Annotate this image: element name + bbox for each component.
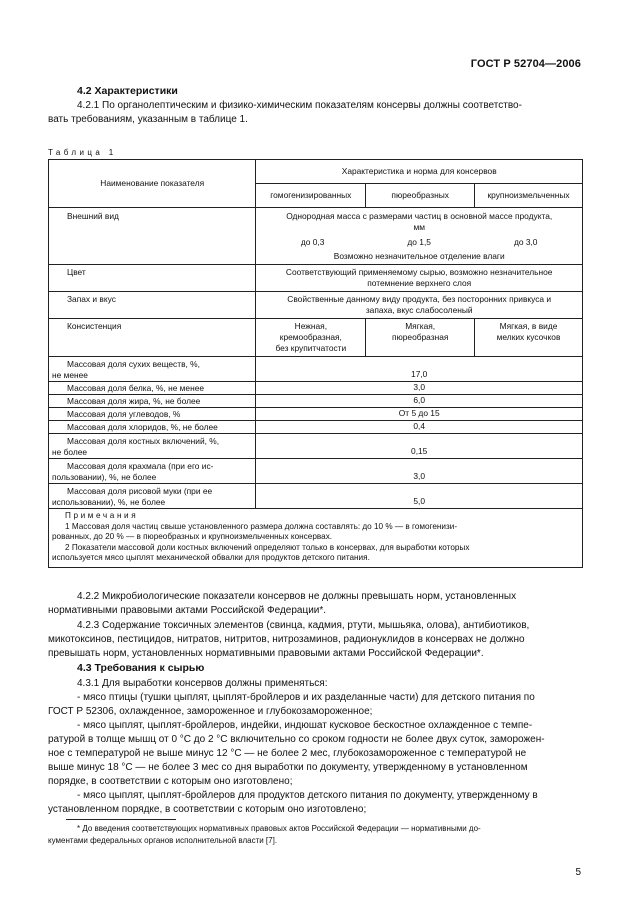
bullet-2-l2: ратурой в толще мышц от 0 °С до 2 °С включительно со сроком годности не более двух суток, заморожен-	[48, 734, 545, 745]
color-l1: Соответствующий применяемому сырью, возможно незначительное	[285, 267, 553, 277]
cons-c3-l1: Мягкая, в виде	[499, 321, 558, 331]
row-name: Запах и вкус	[49, 292, 256, 319]
table-row	[49, 265, 583, 292]
cons-c1-l1: Нежная,	[294, 321, 328, 331]
table-caption: Таблица 1	[48, 148, 117, 157]
rice-value: 5,0	[256, 484, 583, 509]
table-row	[49, 408, 583, 421]
protein-value: 3,0	[256, 382, 583, 395]
dry-name-l1: Массовая доля сухих веществ, %,	[67, 359, 200, 369]
table-row	[49, 421, 583, 434]
row-name: Цвет	[49, 265, 256, 292]
bullet-2-l5: порядке, в соответствии с которым оно изготовлено;	[48, 776, 293, 787]
cons-c3-l2: мелких кусочков	[496, 332, 561, 342]
appearance-v1: до 0,3	[300, 237, 325, 247]
col-header-group: Характеристика и норма для консервов	[256, 160, 583, 184]
table-row	[49, 484, 583, 509]
table-row	[49, 434, 583, 459]
para-4-2-2-l1: 4.2.2 Микробиологические показатели консервов не должны превышать норм, установленных	[77, 591, 517, 602]
starch-name-l2: пользовании), %, не более	[52, 472, 157, 482]
notes-title: Примечания	[65, 511, 139, 520]
table-row	[49, 319, 583, 357]
table-row	[49, 208, 583, 265]
bullet-2-l4: выше минус 18 °С — не более 3 мес со дня выработки по документу, утвержденному в установленном	[48, 762, 528, 773]
bullet-1-l1: - мясо птицы (тушки цыплят, цыплят-бройлеров и их разделанные части) для детского питания по	[77, 692, 535, 703]
cons-c1-l2: кремообразная,	[279, 332, 342, 342]
appearance-desc-l2: мм	[413, 222, 425, 232]
document-header: ГОСТ Р 52704—2006	[470, 58, 581, 70]
col-header-param: Наименование показателя	[49, 160, 256, 208]
appearance-desc-l1: Однородная масса с размерами частиц в основной массе продукта,	[286, 211, 553, 221]
chloride-value: 0,4	[256, 421, 583, 434]
rice-name-l1: Массовая доля рисовой муки (при ее	[67, 486, 213, 496]
para-4-2-3-l2: микотоксинов, пестицидов, нитратов, нитритов, нитрозаминов, радионуклидов в консервах не должно	[48, 634, 525, 645]
para-4-2-1-l2: вать требованиям, указанным в таблице 1.	[48, 114, 248, 125]
row-name: Внешний вид	[49, 208, 256, 265]
para-4-2-3-l1: 4.2.3 Содержание токсичных элементов (свинца, кадмия, ртути, мышьяка, олова), антибиотиков,	[77, 620, 530, 631]
footnote-divider	[66, 819, 176, 820]
table-row	[49, 382, 583, 395]
bone-name-l2: не более	[52, 447, 88, 457]
bullet-1-l2: ГОСТ Р 52306, охлажденное, замороженное и глубокозамороженное;	[48, 706, 373, 717]
bone-value: 0,15	[256, 434, 583, 459]
section-4-3-title: 4.3 Требования к сырью	[77, 662, 205, 674]
table-row	[49, 292, 583, 319]
table-row	[49, 357, 583, 382]
carb-value: От 5 до 15	[256, 408, 583, 421]
subcol-chunky: крупноизмельченных	[475, 184, 583, 208]
color-l2: потемнение верхнего слоя	[367, 278, 472, 288]
para-4-2-2-l2: нормативными правовыми актами Российской Федерации*.	[48, 605, 327, 616]
row-name: Массовая доля углеводов, %	[49, 408, 256, 421]
bullet-3-l2: установленном порядке, в соответствии с которым оно изготовлено;	[48, 804, 367, 815]
dry-name-l2: не менее	[52, 370, 88, 380]
characteristics-table	[48, 159, 583, 568]
row-name: Консистенция	[49, 319, 256, 357]
fat-value: 6,0	[256, 395, 583, 408]
cons-c2-l1: Мягкая,	[405, 321, 436, 331]
cons-c2-l2: пюреобразная	[391, 332, 449, 342]
bullet-2-l1: - мясо цыплят, цыплят-бройлеров, индейки, индюшат кусковое бескостное охлажденное с темпе-	[77, 720, 533, 731]
note-1-l2: рованных, до 20 % — в пюреобразных и крупноизмельченных консервах.	[52, 532, 333, 541]
appearance-v2: до 1,5	[407, 237, 431, 247]
footnote-l1: * До введения соответствующих нормативных правовых актов Российской Федерации — нормативными до-	[77, 824, 481, 833]
note-2-l1: 2 Показатели массовой доли костных включений определяют только в консервах, для выработки которых	[65, 542, 470, 552]
table-row	[49, 395, 583, 408]
row-name: Массовая доля жира, %, не более	[49, 395, 256, 408]
bone-name-l1: Массовая доля костных включений, %,	[67, 436, 220, 446]
smell-l1: Свойственные данному виду продукта, без посторонних привкуса и	[287, 294, 552, 304]
subcol-homogenized: гомогенизированных	[256, 184, 366, 208]
row-name: Массовая доля белка, %, не менее	[49, 382, 256, 395]
starch-value: 3,0	[256, 459, 583, 484]
para-4-3-1: 4.3.1 Для выработки консервов должны применяться:	[77, 678, 328, 689]
smell-l2: запаха, вкус слабосоленый	[365, 305, 473, 315]
page-number: 5	[575, 867, 581, 878]
rice-name-l2: использовании), %, не более	[52, 497, 166, 507]
note-2-l2: используется мясо цыплят механической обвалки для продуктов детского питания.	[52, 553, 370, 562]
subcol-puree: пюреобразных	[366, 184, 475, 208]
bullet-2-l3: ное с температурой не выше минус 12 °С — не более 2 мес, глубокозамороженное с температурой не	[48, 748, 527, 759]
dry-value: 17,0	[256, 357, 583, 382]
bullet-3-l1: - мясо цыплят, цыплят-бройлеров для продуктов детского питания по документу, утвержденному в	[77, 790, 538, 801]
section-4-2-title: 4.2 Характеристики	[77, 85, 178, 97]
row-name: Массовая доля хлоридов, %, не более	[49, 421, 256, 434]
table-notes-row	[49, 509, 583, 568]
appearance-v3: до 3,0	[513, 237, 538, 247]
para-4-2-3-l3: превышать норм, установленных нормативными правовыми актами Российской Федерации*.	[48, 648, 484, 659]
footnote-l2: кументами федеральных органов исполнительной власти [7].	[48, 836, 278, 845]
cons-c1-l3: без крупитчатости	[275, 343, 347, 353]
starch-name-l1: Массовая доля крахмала (при его ис-	[67, 461, 214, 471]
note-1-l1: 1 Массовая доля частиц свыше установленного размера должна составлять: до 10 % — в гомогенизи-	[65, 521, 458, 531]
table-row	[49, 459, 583, 484]
para-4-2-1-l1: 4.2.1 По органолептическим и физико-химическим показателям консервы должны соответство-	[77, 100, 522, 111]
appearance-desc-l3: Возможно незначительное отделение влаги	[333, 251, 505, 261]
